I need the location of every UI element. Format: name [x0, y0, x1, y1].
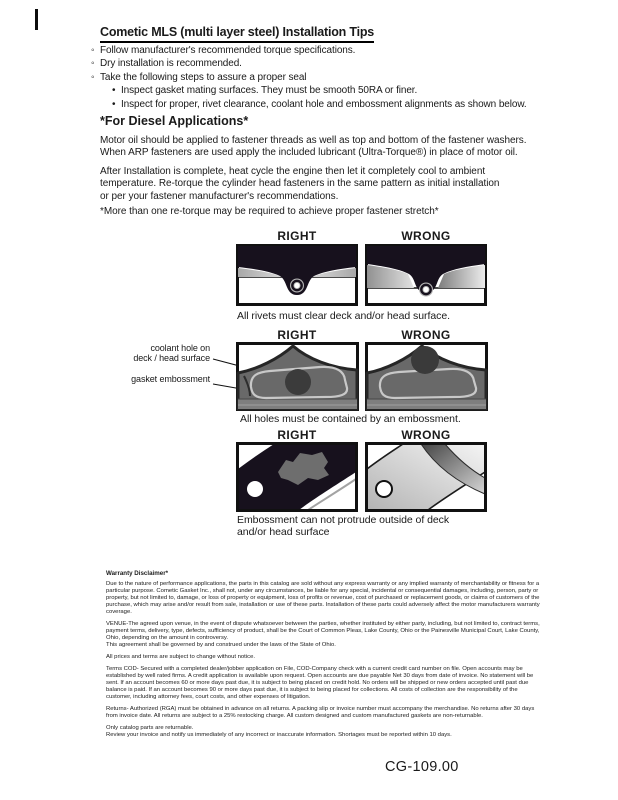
- list-item-text: Take the following steps to assure a proper seal: [100, 71, 307, 83]
- pair3-caption: Embossment can not protrude outside of deck and/or head surface: [237, 514, 450, 538]
- bolt-hole: [376, 481, 392, 497]
- coolant-hole-callout: coolant hole on deck / head surface: [133, 343, 210, 363]
- pair1-caption: All rivets must clear deck and/or head surface.: [237, 310, 450, 322]
- diagram-pair2-right: [236, 342, 359, 411]
- pair2-wrong-label: WRONG: [401, 328, 451, 342]
- list-item: [112, 98, 551, 111]
- pair1-wrong-label: WRONG: [401, 229, 451, 243]
- embossment-contain-wrong-diagram: [365, 342, 488, 411]
- open-bullet-icon: ◦: [91, 71, 95, 83]
- list-item: [91, 44, 551, 57]
- installation-tips-list: [91, 44, 551, 111]
- filled-bullet-icon: •: [112, 85, 116, 97]
- list-item: [91, 71, 551, 84]
- list-item-text: Inspect gasket mating surfaces. They must be smooth 50RA or finer.: [121, 85, 418, 97]
- page-title: Cometic MLS (multi layer steel) Installation Tips: [100, 25, 374, 43]
- open-bullet-icon: ◦: [91, 45, 95, 56]
- disclaimer-prices-line: All prices and terms are subject to change without notice.: [106, 654, 255, 660]
- disclaimer-review-line: Review your invoice and notify us immediately of any incorrect or inaccurate information. Shortages must be reported within 10 days.: [106, 732, 452, 738]
- diagram-pair2-wrong: [365, 342, 488, 411]
- pair3-wrong-label: WRONG: [401, 428, 451, 442]
- disclaimer-terms-paragraph: Terms COD- Secured with a completed dealer/jobber application on File, COD-Company check with a current credit card number on file. Open accounts may be established by well rated firms. A credit application is available upon request. Open accounts are due payable Net 30 days from date of invoice. No statement will be sent. If an account becomes 60 or more days past due, it is subject to being placed on credit hold. No orders will be shipped or new orders accepted until past due balance is paid. If an account becomes 90 or more days past due, it is subject to being placed for collections. All costs of collection are the responsibility of the customer, including attorney fees, court costs, and other expenses of litigation.: [106, 666, 534, 700]
- list-item-text: Dry installation is recommended.: [100, 58, 242, 70]
- pair3-right-label: RIGHT: [277, 428, 317, 442]
- page-edge-mark: [35, 9, 38, 30]
- bolt-hole: [247, 481, 263, 497]
- list-item: [112, 84, 551, 97]
- diagram-pair3-right: [236, 442, 358, 512]
- disclaimer-heading: Warranty Disclaimer*: [106, 570, 169, 577]
- pair2-right-label: RIGHT: [277, 328, 317, 342]
- disclaimer-returns-paragraph: Returns- Authorized (RGA) must be obtained in advance on all returns. A packing slip or invoice number must accompany the merchandise. No returns after 30 days from invoice date. All returns are subject to a 25% restocking charge. All custom designed and custom manufactured gaskets are non-returnable.: [106, 706, 535, 719]
- coolant-hole: [285, 369, 311, 395]
- disclaimer-venue-paragraph: VENUE-The agreed upon venue, in the event of dispute whatsoever between the parties, whether instituted by either party, including, but not limited to, contract terms, payment terms, delivery, type, defects, sufficiency of product, shall be the Court of Common Pleas, Lake County, Ohio or the Painesville Municipal Court, Lake County, Ohio, depending on the amount in controversy.: [106, 621, 540, 641]
- embossment-contain-right-diagram: [236, 342, 359, 411]
- open-bullet-icon: ◦: [91, 58, 95, 70]
- catalog-page-code: CG-109.00: [385, 759, 459, 775]
- diagram-pair3-wrong: [365, 442, 487, 512]
- diagram-pair1-wrong: [365, 244, 487, 306]
- protrude-wrong-diagram: [365, 442, 487, 512]
- protrude-right-diagram: [236, 442, 358, 512]
- pair2-caption: All holes must be contained by an embossment.: [240, 413, 461, 425]
- diesel-section-heading: *For Diesel Applications*: [100, 114, 249, 128]
- list-item-text: Inspect for proper, rivet clearance, coolant hole and embossment alignments as shown below.: [121, 98, 527, 110]
- diesel-paragraph-2: After Installation is complete, heat cycle the engine then let it completely cool to ambient temperature. Re-torque the cylinder head fasteners in the same pattern as initial installation or per your fastener manufacturer's recommendations.: [100, 166, 500, 202]
- list-item: [91, 57, 551, 70]
- warranty-disclaimer: [106, 570, 540, 744]
- rivet-clear-right-diagram: [236, 244, 358, 306]
- coolant-hole: [411, 346, 439, 374]
- rivet-clear-wrong-diagram: [365, 244, 487, 306]
- disclaimer-governed-line: This agreement shall be governed by and construed under the laws of the State of Ohio.: [106, 642, 336, 648]
- pair1-right-label: RIGHT: [277, 229, 317, 243]
- diesel-paragraph-1: Motor oil should be applied to fastener threads as well as top and bottom of the fastener washers. When ARP fasteners are used apply the included lubricant (Ultra-Torque®) in place of motor oil.: [100, 135, 527, 159]
- filled-bullet-icon: •: [112, 98, 116, 110]
- diagram-pair1-right: [236, 244, 358, 306]
- retorque-note: *More than one re-torque may be required to achieve proper fastener stretch*: [100, 206, 439, 217]
- list-item-text: Follow manufacturer's recommended torque specifications.: [100, 45, 356, 56]
- disclaimer-only-line: Only catalog parts are returnable.: [106, 725, 194, 731]
- disclaimer-warranty-paragraph: Due to the nature of performance applications, the parts in this catalog are sold without any express warranty or any implied warranty of merchantability or fitness for a particular purpose. Cometic Gasket Inc., shall not, under any circumstances, be liable for any special, incidental or consequential damages, including, person, party or property, but not limited to, damage, or loss of property or equipment, loss of profits or revenue, cost of purchased or replacement goods, or claims of customers of the purchase, which may arise and/or result from sale, installation or use of these parts. Installation of these parts could adversely affect the motor manufacturers warranty coverage.: [106, 581, 540, 615]
- gasket-embossment-callout: gasket embossment: [131, 374, 210, 384]
